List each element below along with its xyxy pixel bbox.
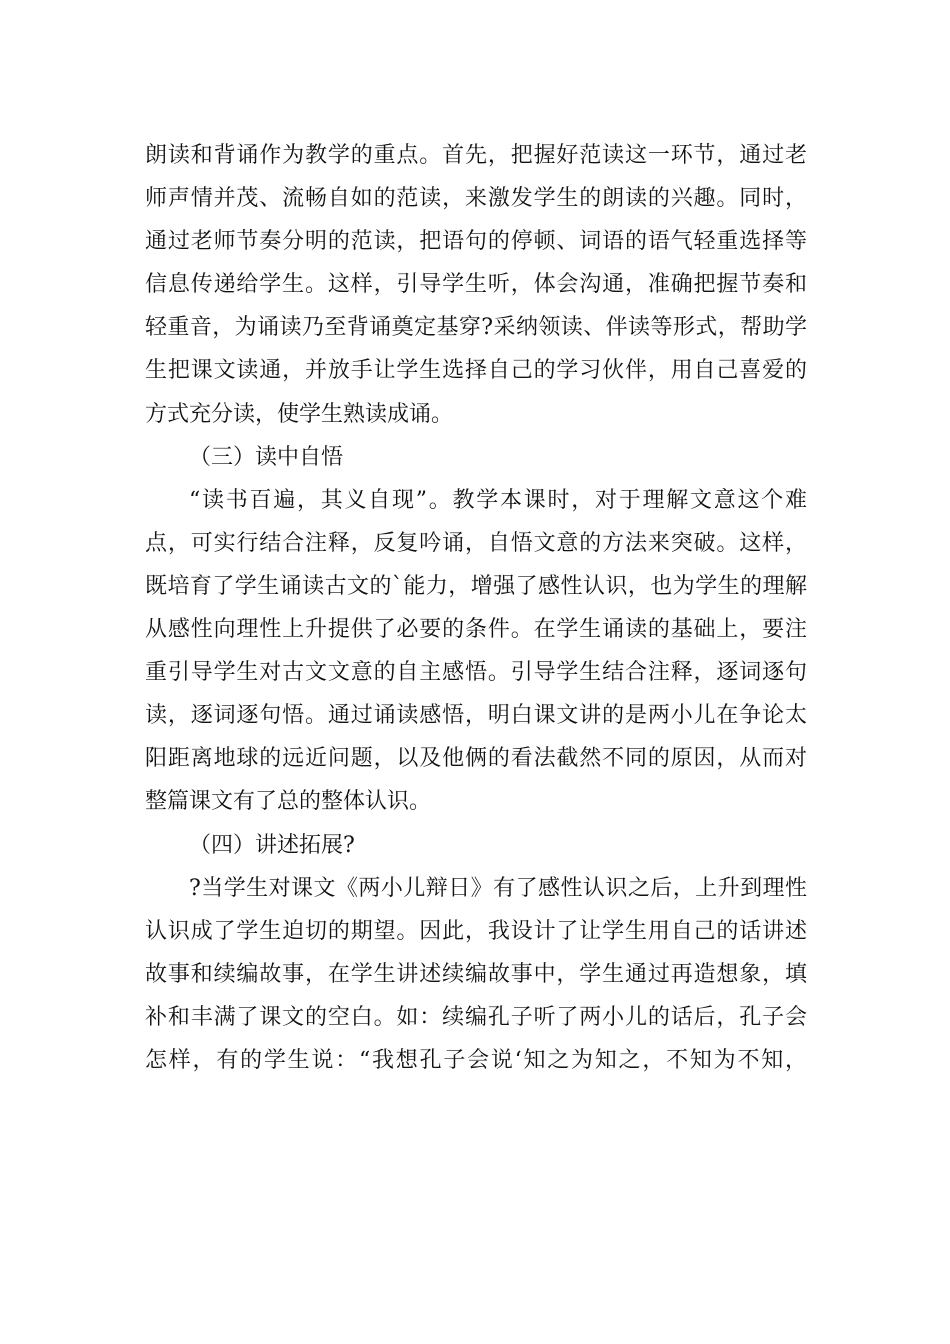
paragraph-line: 朗读和背诵作为教学的重点。首先，把握好范读这一环节，通过老 bbox=[145, 143, 807, 168]
paragraph-line: 故事和续编故事，在学生讲述续编故事中，学生通过再造想象，填 bbox=[145, 961, 807, 987]
paragraph-line: 读，逐词逐句悟。通过诵读感悟，明白课文讲的是两小儿在争论太 bbox=[145, 703, 807, 729]
paragraph-line: 认识成了学生迫切的期望。因此，我设计了让学生用自己的话讲述 bbox=[145, 918, 807, 944]
paragraph-line: 点，可实行结合注释，反复吟诵，自悟文意的方法来突破。这样， bbox=[145, 530, 807, 556]
section-heading: （四）讲述拓展? bbox=[189, 832, 355, 858]
document-body bbox=[145, 134, 807, 1082]
paragraph-line: 阳距离地球的远近问题，以及他俩的看法截然不同的原因，从而对 bbox=[145, 746, 807, 772]
paragraph-line: ?当学生对课文《两小儿辩日》有了感性认识之后，上升到理性 bbox=[189, 875, 807, 901]
paragraph-line: 师声情并茂、流畅自如的范读，来激发学生的朗读的兴趣。同时， bbox=[145, 186, 807, 212]
paragraph-line: 轻重音，为诵读乃至背诵奠定基穿?采纳领读、伴读等形式，帮助学 bbox=[145, 315, 807, 341]
paragraph-line: 整篇课文有了总的整体认识。 bbox=[145, 789, 432, 815]
paragraph-line: 方式充分读，使学生熟读成诵。 bbox=[145, 401, 454, 427]
paragraph-line: 信息传递给学生。这样，引导学生听，体会沟通，准确把握节奏和 bbox=[145, 272, 807, 298]
paragraph-line: “读书百遍，其义自现”。教学本课时，对于理解文意这个难 bbox=[189, 487, 807, 513]
paragraph-line: 重引导学生对古文文意的自主感悟。引导学生结合注释，逐词逐句 bbox=[145, 660, 807, 686]
paragraph-line: 生把课文读通，并放手让学生选择自己的学习伙伴，用自己喜爱的 bbox=[145, 358, 807, 384]
paragraph-line: 从感性向理性上升提供了必要的条件。在学生诵读的基础上，要注 bbox=[145, 617, 807, 643]
section-heading: （三）读中自悟 bbox=[189, 444, 344, 470]
paragraph-line: 通过老师节奏分明的范读，把语句的停顿、词语的语气轻重选择等 bbox=[145, 229, 807, 255]
paragraph-line: 补和丰满了课文的空白。如：续编孔子听了两小儿的话后，孔子会 bbox=[145, 1004, 807, 1030]
paragraph-line: 怎样，有的学生说：“我想孔子会说‘知之为知之，不知为不知， bbox=[145, 1047, 807, 1073]
paragraph-line: 既培育了学生诵读古文的`能力，增强了感性认识，也为学生的理解 bbox=[145, 573, 807, 599]
